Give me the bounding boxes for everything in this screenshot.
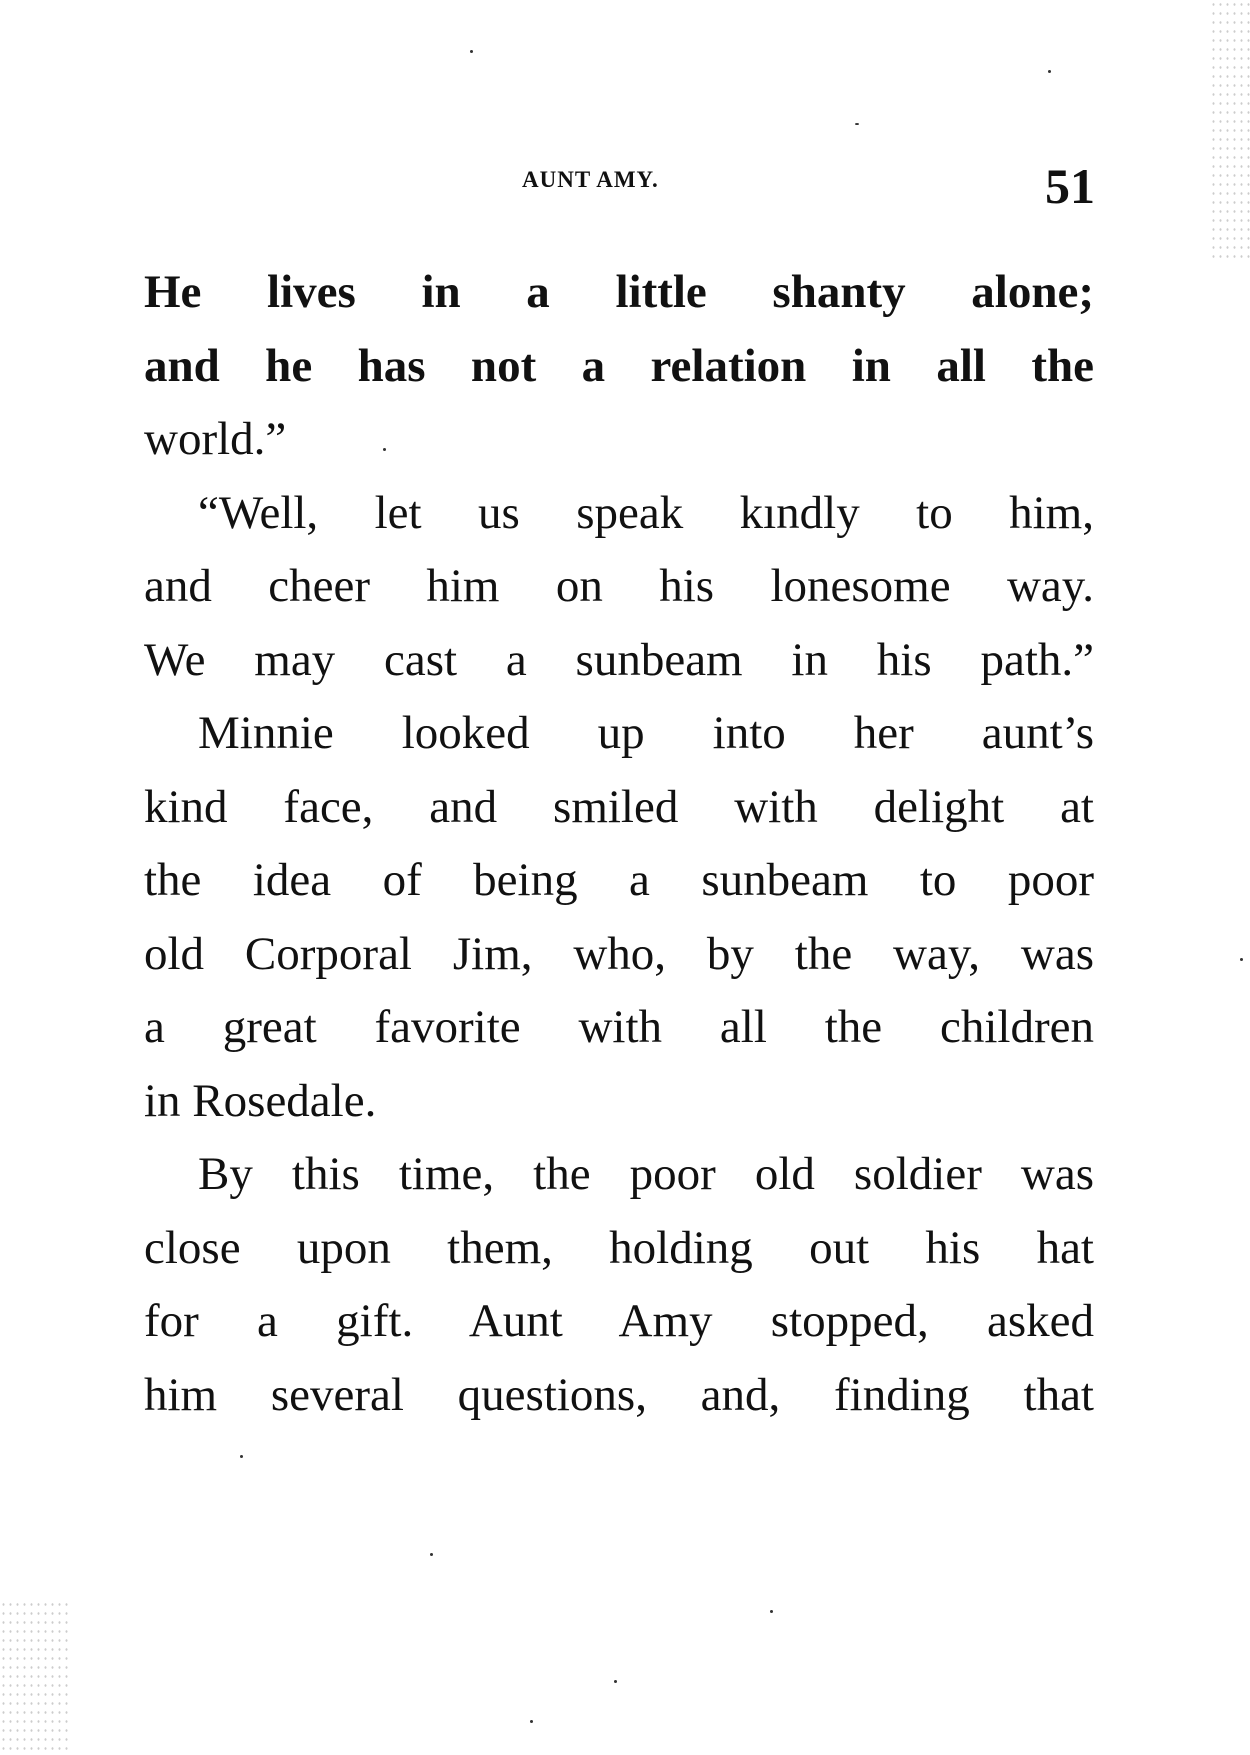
text-line: He lives in a little shanty alone; bbox=[144, 266, 1094, 318]
text-line: We may cast a sunbeam in his path.” bbox=[144, 633, 1094, 686]
text-line: and he has not a relation in all the bbox=[144, 339, 1094, 392]
scan-noise-bottom-left bbox=[0, 1600, 70, 1755]
text-line: “Well, let us speak kındly to him, bbox=[198, 486, 1094, 539]
scan-speck bbox=[240, 1455, 243, 1458]
scan-speck bbox=[614, 1680, 617, 1683]
text-line: the idea of being a sunbeam to poor bbox=[144, 854, 1094, 906]
text-line: for a gift. Aunt Amy stopped, asked bbox=[144, 1295, 1094, 1347]
scan-speck bbox=[383, 448, 386, 451]
text-line: old Corporal Jim, who, by the way, was bbox=[144, 927, 1094, 980]
scan-speck bbox=[530, 1720, 533, 1723]
text-line: world.” bbox=[144, 413, 287, 465]
scan-speck bbox=[430, 1553, 433, 1556]
page-number: 51 bbox=[1045, 158, 1095, 214]
text-line: close upon them, holding out his hat bbox=[144, 1221, 1094, 1274]
scan-noise-top-right bbox=[1210, 0, 1250, 260]
body-text bbox=[144, 256, 1094, 1432]
running-head bbox=[0, 158, 1250, 225]
running-head-title: AUNT AMY. bbox=[522, 167, 659, 192]
scan-speck bbox=[770, 1610, 773, 1613]
text-line: him several questions, and, finding that bbox=[144, 1368, 1094, 1421]
scan-speck bbox=[1240, 958, 1243, 961]
scan-speck bbox=[855, 123, 859, 125]
text-line: a great favorite with all the children bbox=[144, 1001, 1094, 1053]
scan-speck bbox=[470, 50, 473, 53]
text-line: kind face, and smiled with delight at bbox=[144, 780, 1094, 833]
text-line: By this time, the poor old soldier was bbox=[198, 1148, 1094, 1200]
scan-speck bbox=[1048, 70, 1051, 73]
text-line: in Rosedale. bbox=[144, 1074, 377, 1127]
text-line: and cheer him on his lonesome way. bbox=[144, 560, 1094, 612]
text-line: Minnie looked up into her aunt’s bbox=[198, 707, 1094, 759]
